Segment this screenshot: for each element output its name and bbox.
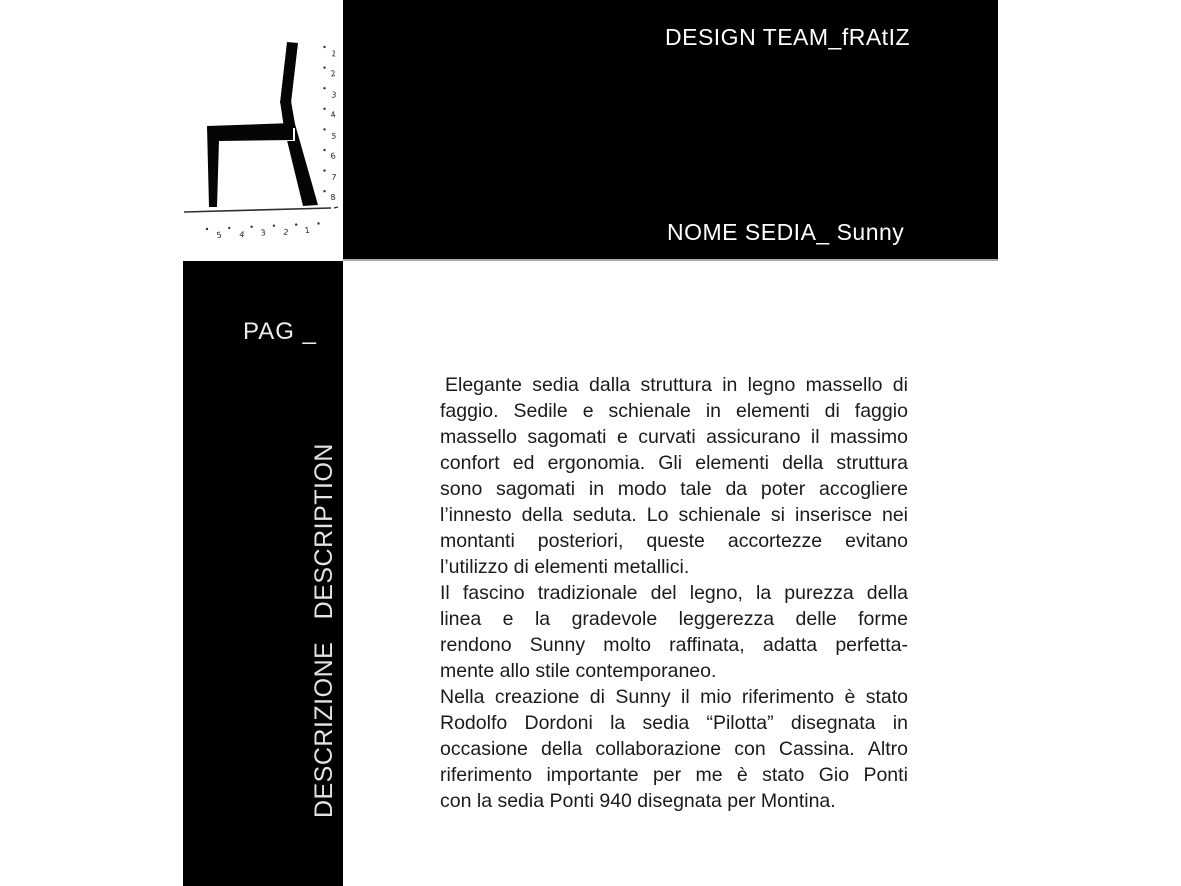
description-line: montanti posteriori, queste accortezze evitano xyxy=(440,530,908,552)
svg-text:3: 3 xyxy=(330,90,337,100)
description-text xyxy=(440,372,908,814)
svg-text:5: 5 xyxy=(330,131,337,142)
description-line: con la sedia Ponti 940 disegnata per Montina. xyxy=(440,790,836,812)
sidebar-panel xyxy=(183,261,343,886)
description-line: linea e la gradevole leggerezza delle forme xyxy=(440,608,908,630)
description-line: rendono Sunny molto raffinata, adatta perfetta- xyxy=(440,634,908,656)
description-line: confort ed ergonomia. Gli elementi della struttura xyxy=(440,452,908,474)
description-line: mente allo stile contemporaneo. xyxy=(440,660,717,682)
chair-front-leg xyxy=(207,126,219,207)
description-line: l’utilizzo di elementi metallici. xyxy=(440,556,690,578)
vertical-ruler-marks xyxy=(323,46,337,202)
description-line: l’innesto della seduta. Lo schienale si inserisce nei xyxy=(440,504,908,526)
svg-text:5: 5 xyxy=(216,230,223,240)
description-line: riferimento importante per me è stato Gio Ponti xyxy=(440,764,908,786)
chair-drawing xyxy=(184,42,338,212)
svg-text:3: 3 xyxy=(260,227,267,238)
description-line: Il fascino tradizionale del legno, la purezza della xyxy=(440,582,908,604)
svg-text:1: 1 xyxy=(330,49,337,59)
horizontal-ruler-marks xyxy=(206,222,320,240)
ground-line-tick xyxy=(334,207,338,208)
description-line: massello sagomati e curvati assicurano il massimo xyxy=(440,426,908,448)
chair-sketch-panel xyxy=(0,0,343,261)
svg-text:1: 1 xyxy=(304,225,311,236)
design-team-title: DESIGN TEAM_fRAtIZ xyxy=(665,24,911,50)
ground-line xyxy=(184,208,331,212)
description-line: Nella creazione di Sunny il mio riferimento è stato xyxy=(440,686,908,708)
svg-text:7: 7 xyxy=(330,172,337,183)
chair-seat xyxy=(207,123,293,141)
svg-text:2: 2 xyxy=(282,227,290,238)
svg-text:4: 4 xyxy=(329,110,337,120)
page-number-label: PAG _ xyxy=(243,318,317,345)
description-line: sono sagomati in modo tale da poter accogliere xyxy=(440,478,908,500)
svg-text:8: 8 xyxy=(329,192,337,203)
chair-backrest xyxy=(280,42,298,103)
svg-text:4: 4 xyxy=(238,229,246,240)
header-panel xyxy=(343,0,998,261)
svg-text:6: 6 xyxy=(329,151,337,161)
description-line: Rodolfo Dordoni la sedia “Pilotta” disegnata in xyxy=(440,712,908,734)
chair-name-title: NOME SEDIA_ Sunny xyxy=(667,219,905,245)
svg-text:2: 2 xyxy=(329,68,337,79)
section-vertical-label: DESCRIZIONE DESCRIPTION xyxy=(310,442,338,818)
chair-back-leg xyxy=(280,101,318,206)
description-line: occasione della collaborazione con Cassina. Altro xyxy=(440,738,908,760)
description-line: Elegante sedia dalla struttura in legno massello di xyxy=(445,374,908,396)
chair-sketch-icon xyxy=(0,0,343,261)
description-line: faggio. Sedile e schienale in elementi di faggio xyxy=(440,400,908,422)
